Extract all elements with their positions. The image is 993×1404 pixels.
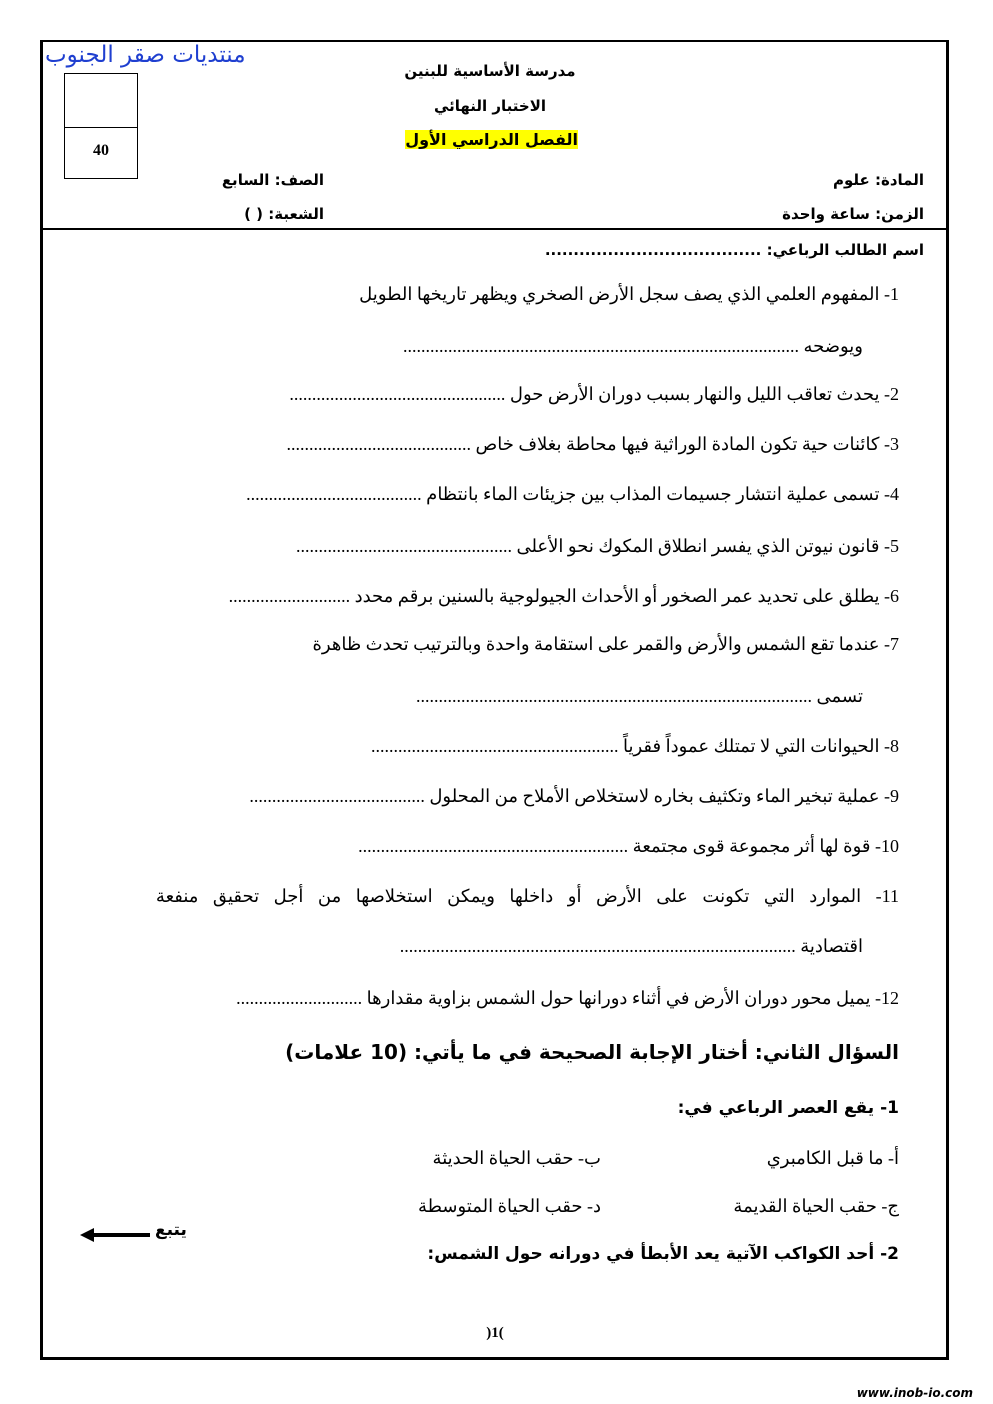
semester-highlight: الفصل الدراسي الأول <box>405 130 578 149</box>
score-total: 40 <box>93 142 109 159</box>
q1-item-9: 9- عملية تبخير الماء وتكثيف بخاره لاستخلاص الأملاح من المحلول ....................................... <box>249 786 899 806</box>
time-label: الزمن: ساعة واحدة <box>782 205 924 223</box>
q1-item-12: 12- يميل محور دوران الأرض في أثناء دورانها حول الشمس بزاوية مقدارها ............................ <box>236 988 899 1008</box>
q1-item-8: 8- الحيوانات التي لا تمتلك عموداً فقرياً ....................................................... <box>370 736 899 756</box>
q1-item-7-cont: تسمى ........................................................................................ <box>416 686 863 706</box>
school-name: مدرسة الأساسية للبنين <box>404 62 576 80</box>
header-divider <box>43 228 946 230</box>
footer-url: www.inob-io.com <box>856 1386 973 1400</box>
q1-item-4: 4- تسمى عملية انتشار جسيمات المذاب بين جزيئات الماء بانتظام ....................................... <box>246 484 899 504</box>
continue-label: يتبع <box>155 1220 187 1240</box>
q1-item-1-cont: ويوضحه ........................................................................................ <box>402 336 863 356</box>
arrow-left-icon <box>80 1228 150 1242</box>
q1-item-7: 7- عندما تقع الشمس والأرض والقمر على استقامة واحدة وبالترتيب تحدث ظاهرة <box>312 634 899 654</box>
q2-item-2-stem: 2- أحد الكواكب الآتية يعد الأبطأ في دورانه حول الشمس: <box>427 1244 899 1264</box>
section-label: الشعبة: ( ) <box>244 205 324 223</box>
page-number: )1( <box>486 1325 504 1341</box>
q1-item-11: 11- الموارد التي تكونت على الأرض أو داخلها ويمكن استخلاصها من أجل تحقيق منفعة <box>155 886 899 906</box>
q1-item-3: 3- كائنات حية تكون المادة الوراثية فيها محاطة بغلاف خاص ......................................... <box>286 434 899 454</box>
score-box-divider <box>65 127 137 128</box>
q2-item-1-option-b: ب- حقب الحياة الحديثة <box>432 1148 601 1168</box>
forum-watermark: منتديات صقر الجنوب <box>45 42 246 68</box>
q2-item-1-option-c: ج- حقب الحياة القديمة <box>733 1196 899 1216</box>
exam-title: الاختبار النهائي <box>433 97 547 115</box>
q1-item-1: 1- المفهوم العلمي الذي يصف سجل الأرض الصخري ويظهر تاريخها الطويل <box>359 284 899 304</box>
subject-label: المادة: علوم <box>832 171 924 189</box>
q2-item-1-option-a: أ- ما قبل الكامبري <box>766 1148 899 1168</box>
q1-item-6: 6- يطلق على تحديد عمر الصخور أو الأحداث الجيولوجية بالسنين برقم محدد ........................... <box>228 586 899 606</box>
q2-item-1-option-d: د- حقب الحياة المتوسطة <box>418 1196 601 1216</box>
q2-item-1-stem: 1- يقع العصر الرباعي في: <box>677 1098 899 1118</box>
q1-item-2: 2- يحدث تعاقب الليل والنهار بسبب دوران الأرض حول ................................................ <box>289 384 899 404</box>
grade-label: الصف: السابع <box>221 171 324 189</box>
semester-title <box>405 130 578 149</box>
q1-item-10: 10- قوة لها أثر مجموعة قوى مجتمعة ............................................................ <box>358 836 899 856</box>
q1-item-11-cont: اقتصادية ........................................................................................ <box>399 936 863 956</box>
q2-title: السؤال الثاني: أختار الإجابة الصحيحة في ما يأتي: (10 علامات) <box>285 1040 899 1064</box>
student-name-field: اسم الطالب الرباعي: ...................................... <box>544 241 924 259</box>
q1-item-5: 5- قانون نيوتن الذي يفسر انطلاق المكوك نحو الأعلى ................................................ <box>295 536 899 556</box>
score-box <box>64 73 138 179</box>
